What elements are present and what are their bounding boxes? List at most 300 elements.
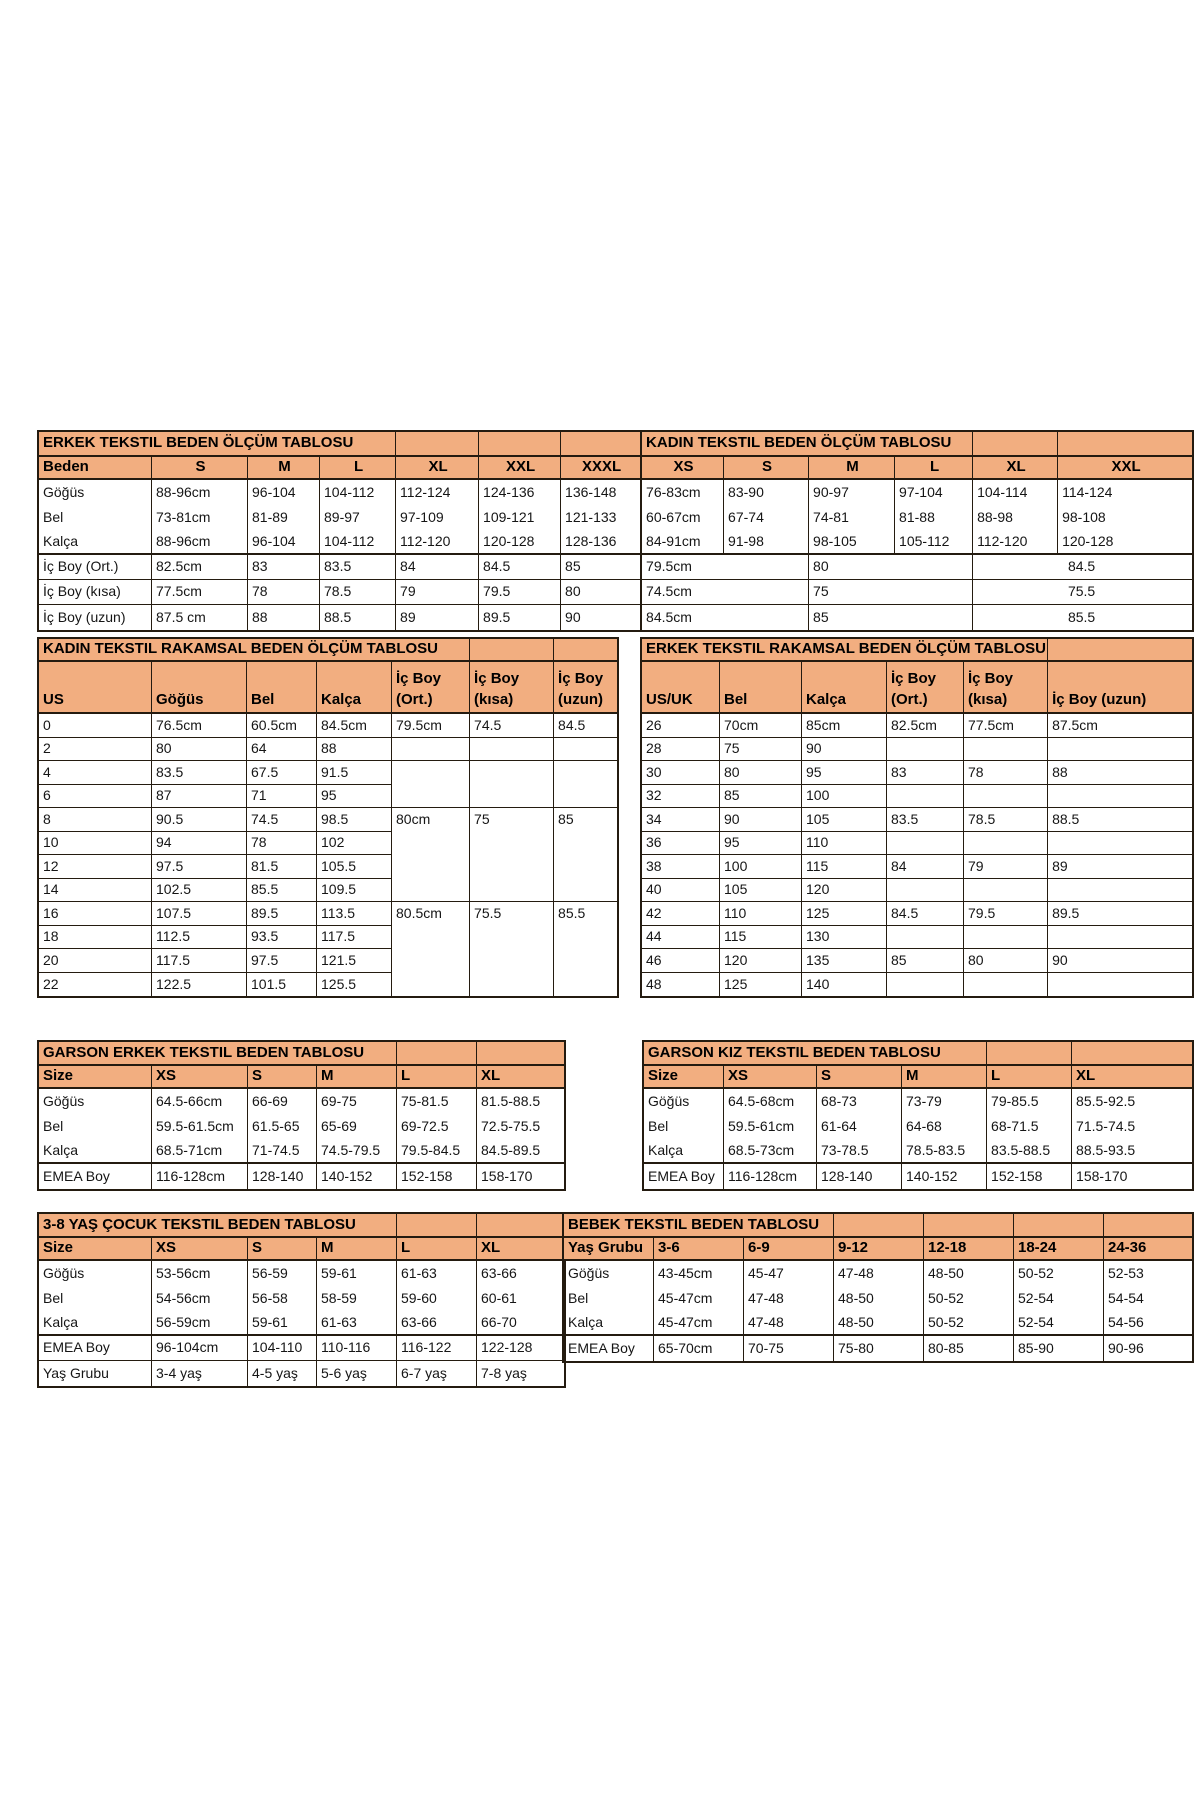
- table-cell: 88.5-93.5: [1072, 1139, 1192, 1164]
- table-row: [39, 808, 617, 832]
- table-cell: 89.5: [1048, 902, 1192, 926]
- table-cell: 96-104: [248, 530, 320, 555]
- table-adult: [37, 430, 1194, 632]
- header-row: [39, 1066, 564, 1089]
- row-label: Kalça: [39, 1139, 152, 1164]
- table-cell: [554, 761, 617, 808]
- table-cell: 135: [802, 949, 887, 973]
- table-cell: 97-109: [396, 505, 479, 530]
- column-header: XS: [152, 1066, 248, 1089]
- table-cell: 84-91cm: [642, 530, 724, 555]
- table-kadin-rakamsal: [37, 637, 619, 998]
- table-title: 3-8 YAŞ ÇOCUK TEKSTIL BEDEN TABLOSU: [39, 1214, 397, 1238]
- table-cell: [887, 738, 964, 762]
- table-cell: [392, 761, 470, 808]
- table-erkek-rakamsal: [640, 637, 1194, 998]
- row-label: EMEA Boy: [644, 1164, 724, 1189]
- table-cell: 152-158: [397, 1164, 477, 1189]
- table-cell: 74.5: [247, 808, 317, 832]
- table-row: [39, 480, 1192, 505]
- table-cell: 6-7 yaş: [397, 1361, 477, 1386]
- table-cell: 81-88: [895, 505, 973, 530]
- table-cell: 104-112: [320, 480, 396, 505]
- table-cell: 71: [247, 785, 317, 809]
- column-header: 6-9: [744, 1238, 834, 1261]
- table-cell: 105: [720, 879, 802, 903]
- table-row: [564, 1336, 1192, 1361]
- table-cell: 95: [317, 785, 392, 809]
- column-header: Size: [39, 1066, 152, 1089]
- table-row: [642, 738, 1192, 762]
- title-spacer-cell: [924, 1214, 1014, 1238]
- title-row: [39, 1214, 564, 1238]
- row-label: Göğüs: [39, 1089, 152, 1114]
- table-cell: [887, 785, 964, 809]
- table-cell: 54-54: [1108, 1289, 1144, 1306]
- table-cell: 83.5: [887, 808, 964, 832]
- row-label: İç Boy (Ort.): [39, 555, 152, 580]
- table-cell: 136-148: [561, 480, 642, 505]
- table-cell: 74.5-79.5: [317, 1139, 397, 1164]
- table-title: ERKEK TEKSTIL RAKAMSAL BEDEN ÖLÇÜM TABLOSU: [642, 639, 1048, 662]
- table-cell: [964, 973, 1048, 997]
- column-header: 9-12: [834, 1238, 924, 1261]
- table-cell: 76-83cm: [642, 480, 724, 505]
- table-cell: 84.5-89.5: [477, 1139, 564, 1164]
- table-cell: 73-81cm: [152, 505, 248, 530]
- table-cell: [1048, 738, 1192, 762]
- table-cell: 81.5: [247, 855, 317, 879]
- table-cell: 91-98: [724, 530, 809, 555]
- table-cell: 43-45cm: [654, 1261, 744, 1286]
- title-spacer-cell: [477, 1042, 564, 1066]
- table-cell: 90: [1048, 949, 1192, 973]
- row-label: Kalça: [564, 1311, 654, 1336]
- table-cell: 96-104: [248, 480, 320, 505]
- table-title: KADIN TEKSTIL BEDEN ÖLÇÜM TABLOSU: [642, 432, 973, 457]
- column-header: L: [397, 1238, 477, 1261]
- table-cell: 97.5: [152, 855, 247, 879]
- title-spacer-cell: [554, 639, 617, 662]
- column-header: İç Boy (Ort.): [887, 662, 964, 714]
- table-cell: 117.5: [152, 949, 247, 973]
- table-row: [642, 761, 1192, 785]
- table-cell: 91.5: [317, 761, 392, 785]
- column-header: İç Boy (Ort.): [392, 662, 470, 714]
- column-header: L: [895, 457, 973, 480]
- table-cell: 79: [964, 855, 1048, 879]
- table-cell: 47-48: [744, 1286, 834, 1311]
- table-cell: 89-97: [320, 505, 396, 530]
- table-cell: 79.5: [479, 580, 561, 605]
- table-cell: 63-66: [481, 1264, 517, 1281]
- column-header: XXXL: [561, 457, 642, 480]
- table-cell: 59.5-61cm: [724, 1114, 817, 1139]
- table-title: GARSON KIZ TEKSTIL BEDEN TABLOSU: [644, 1042, 987, 1066]
- row-label: 12: [39, 855, 152, 879]
- table-cell: 77.5cm: [152, 580, 248, 605]
- row-label: 18: [39, 926, 152, 950]
- table-cell: 115: [720, 926, 802, 950]
- table-title: GARSON ERKEK TEKSTIL BEDEN TABLOSU: [39, 1042, 397, 1066]
- table-cell: 88.5: [1048, 808, 1192, 832]
- table-cell: 89.5: [247, 902, 317, 926]
- table-cell: 140: [802, 973, 887, 997]
- table-cell: 85-90: [1014, 1336, 1104, 1361]
- table-row: [642, 832, 1192, 856]
- table-cell: 130: [802, 926, 887, 950]
- table-cell: 61.5-65: [248, 1114, 317, 1139]
- column-header: İç Boy (kısa): [470, 662, 554, 714]
- table-cell: 82.5cm: [887, 714, 964, 738]
- table-cell: 112.5: [152, 926, 247, 950]
- row-label: Göğüs: [39, 480, 152, 505]
- table-cell: 78.5: [964, 808, 1048, 832]
- column-header: Kalça: [802, 662, 887, 714]
- table-cell: 79.5cm: [392, 714, 470, 738]
- table-row: [39, 1114, 564, 1139]
- table-row: [39, 902, 617, 926]
- table-cell: 68-73: [817, 1089, 902, 1114]
- header-row: [39, 662, 617, 714]
- table-cell: 80: [809, 555, 973, 580]
- column-header: XS: [152, 1238, 248, 1261]
- table-cell: 5-6 yaş: [317, 1361, 397, 1386]
- table-cell: 4-5 yaş: [248, 1361, 317, 1386]
- table-cell: 98.5: [317, 808, 392, 832]
- column-header: XL: [396, 457, 479, 480]
- row-label: 0: [39, 714, 152, 738]
- column-header: XS: [724, 1066, 817, 1089]
- table-cell: 67.5: [247, 761, 317, 785]
- table-cell: 110: [720, 902, 802, 926]
- table-cell: 68-71.5: [987, 1114, 1072, 1139]
- table-cell: [1048, 973, 1192, 997]
- row-label: 2: [39, 738, 152, 762]
- table-cell: 83-90: [724, 480, 809, 505]
- table-cell: 85: [561, 555, 642, 580]
- row-label: 14: [39, 879, 152, 903]
- table-cell: 61-63: [317, 1311, 397, 1336]
- row-label: Kalça: [644, 1139, 724, 1164]
- table-cell: [470, 738, 554, 762]
- table-cell: 85.5: [558, 905, 586, 921]
- table-cell: 80-85: [924, 1336, 1014, 1361]
- table-cell: 120: [802, 879, 887, 903]
- table-cell: 84.5cm: [317, 714, 392, 738]
- table-cell: 97.5: [247, 949, 317, 973]
- table-cell: 85.5: [247, 879, 317, 903]
- table-cell: 83.5-88.5: [987, 1139, 1072, 1164]
- table-cell: 110-116: [317, 1336, 397, 1361]
- title-spacer-cell: [834, 1214, 924, 1238]
- row-label: 36: [642, 832, 720, 856]
- table-cell: 50-52: [924, 1286, 1014, 1311]
- table-cell: 85cm: [802, 714, 887, 738]
- row-label: 8: [39, 808, 152, 832]
- table-row: [39, 1336, 564, 1361]
- table-cell: 140-152: [317, 1164, 397, 1189]
- table-row: [39, 530, 1192, 555]
- column-header: Size: [644, 1066, 724, 1089]
- column-header: S: [152, 457, 248, 480]
- table-cell: 82.5cm: [152, 555, 248, 580]
- table-cell: 79: [396, 580, 479, 605]
- table-cell: [392, 738, 470, 762]
- table-cell: 95: [802, 761, 887, 785]
- table-bebek: [562, 1212, 1194, 1363]
- table-cell: [887, 879, 964, 903]
- table-cell: 84.5: [973, 555, 1192, 580]
- row-label: 26: [642, 714, 720, 738]
- table-cell: 71.5-74.5: [1076, 1117, 1136, 1134]
- table-cell: 85: [554, 808, 617, 902]
- table-cell: 72.5-75.5: [481, 1117, 541, 1134]
- row-label: 16: [39, 902, 152, 926]
- table-cell: 50-52: [924, 1311, 1014, 1336]
- title-spacer-cell: [987, 1042, 1072, 1066]
- table-cell: 98-108: [1062, 508, 1106, 525]
- table-cell: [1048, 879, 1192, 903]
- table-row: [39, 761, 617, 785]
- table-cell: 83.5: [152, 761, 247, 785]
- column-header: XXL: [479, 457, 561, 480]
- row-label: Yaş Grubu: [39, 1361, 152, 1386]
- table-cell: 85: [809, 605, 973, 630]
- column-header: S: [248, 1238, 317, 1261]
- title-spacer-cell: [1048, 639, 1192, 662]
- table-cell: 94: [152, 832, 247, 856]
- table-cell: 90: [802, 738, 887, 762]
- table-cell: 81.5-88.5: [481, 1092, 541, 1109]
- table-cell: 71-74.5: [248, 1139, 317, 1164]
- row-label: EMEA Boy: [564, 1336, 654, 1361]
- table-cell: 104-112: [320, 530, 396, 555]
- table-cell: 56-58: [248, 1286, 317, 1311]
- table-cell: 128-140: [248, 1164, 317, 1189]
- table-cell: 50-52: [1014, 1261, 1104, 1286]
- table-cell: 88-98: [973, 505, 1058, 530]
- table-cell: 3-4 yaş: [152, 1361, 248, 1386]
- table-cell: 128-136: [561, 530, 642, 555]
- table-cell: 47-48: [834, 1261, 924, 1286]
- table-cell: 85: [887, 949, 964, 973]
- table-cell: 105-112: [895, 530, 973, 555]
- table-cell: 60-67cm: [642, 505, 724, 530]
- table-cell: 70cm: [720, 714, 802, 738]
- table-cell: 54-56cm: [152, 1286, 248, 1311]
- table-cell: 87.5cm: [1048, 714, 1192, 738]
- table-row: [564, 1261, 1192, 1286]
- table-cell: 7-8 yaş: [481, 1364, 527, 1381]
- table-cell: 121.5: [317, 949, 392, 973]
- column-header: M: [317, 1238, 397, 1261]
- table-row: [642, 902, 1192, 926]
- row-label: 20: [39, 949, 152, 973]
- table-cell: 84: [396, 555, 479, 580]
- row-label: 38: [642, 855, 720, 879]
- table-cell: 68.5-71cm: [152, 1139, 248, 1164]
- table-cell: 74-81: [809, 505, 895, 530]
- table-cell: 125.5: [317, 973, 392, 997]
- table-cell: 59-60: [397, 1286, 477, 1311]
- row-label: 44: [642, 926, 720, 950]
- row-label: 34: [642, 808, 720, 832]
- row-label: İç Boy (kısa): [39, 580, 152, 605]
- table-row: [564, 1286, 1192, 1311]
- table-cell: 88: [317, 738, 392, 762]
- column-header: XS: [642, 457, 724, 480]
- table-cell: 65-70cm: [654, 1336, 744, 1361]
- column-header: M: [317, 1066, 397, 1089]
- table-cell: 84.5: [479, 555, 561, 580]
- column-header: S: [248, 1066, 317, 1089]
- table-cell: 61-64: [817, 1114, 902, 1139]
- table-cell: 75.5: [470, 902, 554, 996]
- table-row: [39, 1139, 564, 1164]
- title-spacer-cell: [1104, 1214, 1192, 1238]
- table-cell: [1048, 832, 1192, 856]
- title-row: [642, 639, 1192, 662]
- title-spacer-cell: [1014, 1214, 1104, 1238]
- table-cell: 113.5: [317, 902, 392, 926]
- table-cell: 45-47cm: [654, 1311, 744, 1336]
- table-cell: [887, 926, 964, 950]
- table-cell: 84.5: [554, 714, 617, 738]
- column-header: Göğüs: [152, 662, 247, 714]
- table-cell: 48-50: [834, 1286, 924, 1311]
- title-spacer-cell: [1072, 1042, 1192, 1066]
- table-cell: 64.5-66cm: [152, 1089, 248, 1114]
- table-row: [39, 505, 1192, 530]
- table-cell: 122.5: [152, 973, 247, 997]
- table-cell: 45-47: [744, 1261, 834, 1286]
- table-row: [644, 1139, 1192, 1164]
- table-row: [39, 1164, 564, 1189]
- table-row: [644, 1089, 1192, 1114]
- table-cell: 52-53: [1108, 1264, 1144, 1281]
- table-cell: 84.5cm: [642, 605, 809, 630]
- column-header: Size: [39, 1238, 152, 1261]
- table-cell: 158-170: [481, 1167, 533, 1184]
- table-cell: 89: [396, 605, 479, 630]
- table-cell: 117.5: [317, 926, 392, 950]
- table-cell: 48-50: [924, 1261, 1014, 1286]
- row-label: 46: [642, 949, 720, 973]
- table-cell: [554, 738, 617, 762]
- table-cell: 89: [1048, 855, 1192, 879]
- table-cell: 83: [248, 555, 320, 580]
- column-header: M: [809, 457, 895, 480]
- table-cell: [964, 785, 1048, 809]
- table-cell: 121-133: [561, 505, 642, 530]
- table-cell: 112-120: [396, 530, 479, 555]
- table-cell: 90-96: [1108, 1339, 1144, 1356]
- table-cell: 125: [802, 902, 887, 926]
- table-cell: 80.5cm: [392, 902, 470, 996]
- row-label: Göğüs: [39, 1261, 152, 1286]
- table-cell: 59.5-61.5cm: [152, 1114, 248, 1139]
- table-cell: 77.5cm: [964, 714, 1048, 738]
- table-cell: [470, 761, 554, 808]
- table-cell: 75-80: [834, 1336, 924, 1361]
- table-cell: 61-63: [397, 1261, 477, 1286]
- table-row: [39, 738, 617, 762]
- column-header: L: [320, 457, 396, 480]
- table-row: [644, 1164, 1192, 1189]
- table-cell: [964, 879, 1048, 903]
- table-cell: 60.5cm: [247, 714, 317, 738]
- row-label: Göğüs: [564, 1261, 654, 1286]
- header-row: [39, 1238, 564, 1261]
- table-cell: 93.5: [247, 926, 317, 950]
- table-cell: 83: [887, 761, 964, 785]
- table-cell: 73-79: [902, 1089, 987, 1114]
- table-row: [642, 808, 1192, 832]
- table-cell: 54-56: [1104, 1311, 1192, 1336]
- table-cell: 52-54: [1014, 1286, 1104, 1311]
- table-title: ERKEK TEKSTIL BEDEN ÖLÇÜM TABLOSU: [39, 432, 396, 457]
- title-spacer-cell: [470, 639, 554, 662]
- table-cell: 109.5: [317, 879, 392, 903]
- column-header: US: [39, 662, 152, 714]
- table-row: [39, 605, 1192, 630]
- table-cell: [964, 832, 1048, 856]
- table-row: [642, 973, 1192, 997]
- table-cell: 120-128: [1058, 530, 1192, 555]
- row-label: Bel: [39, 1286, 152, 1311]
- row-label: EMEA Boy: [39, 1164, 152, 1189]
- table-cell: 60-61: [481, 1289, 517, 1306]
- table-cell: 75: [470, 808, 554, 902]
- table-cell: 64.5-68cm: [724, 1089, 817, 1114]
- table-cell: 78: [248, 580, 320, 605]
- table-cell: 80cm: [392, 808, 470, 902]
- row-label: Bel: [564, 1286, 654, 1311]
- table-cell: 59-61: [317, 1261, 397, 1286]
- table-cell: 140-152: [902, 1164, 987, 1189]
- table-row: [39, 1261, 564, 1286]
- column-header: M: [248, 457, 320, 480]
- row-label: 4: [39, 761, 152, 785]
- table-cell: 116-128cm: [152, 1164, 248, 1189]
- column-header: XL: [973, 457, 1058, 480]
- table-cell: 68.5-73cm: [724, 1139, 817, 1164]
- table-cell: 88-96cm: [152, 530, 248, 555]
- table-cell: 90: [561, 605, 642, 630]
- table-row: [39, 1286, 564, 1311]
- table-cell: 45-47cm: [654, 1286, 744, 1311]
- row-label: EMEA Boy: [39, 1336, 152, 1361]
- column-header: Beden: [39, 457, 152, 480]
- table-cell: 109-121: [479, 505, 561, 530]
- table-cell: 80: [964, 949, 1048, 973]
- table-cell: 80: [720, 761, 802, 785]
- title-row: [39, 1042, 564, 1066]
- column-header: İç Boy (uzun): [1048, 662, 1192, 714]
- table-cell: 105: [802, 808, 887, 832]
- column-header: S: [724, 457, 809, 480]
- title-spacer-cell: [397, 1214, 477, 1238]
- table-cell: 74.5: [470, 714, 554, 738]
- table-cell: 73-78.5: [817, 1139, 902, 1164]
- table-cell: 79.5cm: [642, 555, 809, 580]
- table-cell: 66-69: [248, 1089, 317, 1114]
- table-cell: 85: [720, 785, 802, 809]
- row-label: 22: [39, 973, 152, 997]
- title-spacer-cell: [396, 432, 479, 457]
- table-cell: 85.5: [1067, 608, 1096, 625]
